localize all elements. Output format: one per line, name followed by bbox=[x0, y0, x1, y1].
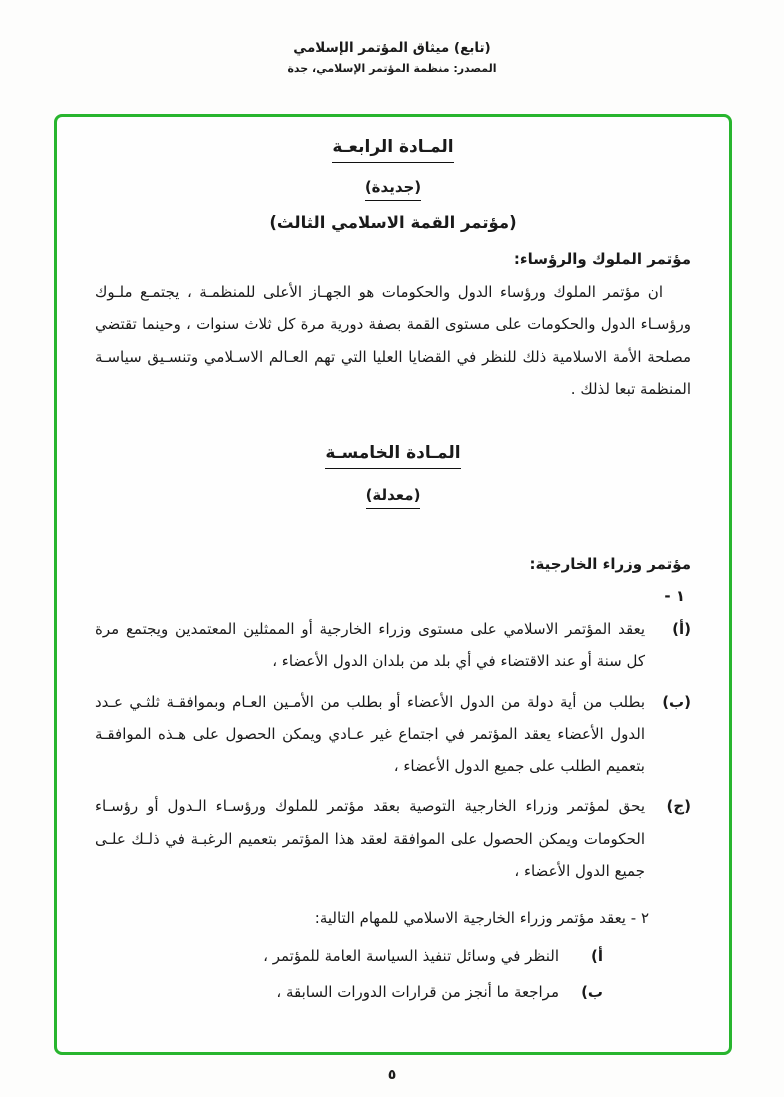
list-item-marker: (ج) bbox=[666, 797, 691, 816]
list-item-text: يعقد المؤتمر الاسلامي على مستوى وزراء الخارجية أو الممثلين المعتمدين ويجتمع مرة كل سنة أو عند الاقتضاء في أي بلد من بلدان الدول الأعضاء ، bbox=[95, 620, 645, 671]
sub-item-marker: ب) bbox=[581, 982, 603, 1001]
sub-item-marker: أ) bbox=[591, 946, 603, 965]
article4-title: المـادة الرابعـة bbox=[332, 137, 453, 163]
article4-subtitle-row bbox=[95, 177, 691, 201]
article4-subject-row bbox=[95, 213, 691, 232]
list-item-marker: (ب) bbox=[662, 692, 691, 711]
article4-title-row bbox=[95, 137, 691, 163]
list-item-text: يحق لمؤتمر وزراء الخارجية التوصية بعقد مؤتمر للملوك ورؤسـاء الـدول أو رؤسـاء الحكومات ويمكن الحصول على الموافقة لعقد هذا المؤتمر بتعميم الرغبـة في ذلـك علـى جميع الدول الأعضاء ، bbox=[95, 797, 645, 880]
page-number: ٥ bbox=[387, 1067, 397, 1083]
document-frame bbox=[54, 114, 732, 1055]
article5-subtitle-row bbox=[95, 485, 691, 509]
article5-title: المـادة الخامسـة bbox=[325, 443, 460, 469]
list-item bbox=[95, 790, 691, 887]
sub-item-text: النظر في وسائل تنفيذ السياسة العامة للمؤتمر ، bbox=[263, 946, 559, 965]
article5-item1-number: ١ - bbox=[664, 587, 685, 605]
list-item bbox=[95, 686, 691, 783]
header-title: (تابع) ميثاق المؤتمر الإسلامي bbox=[293, 40, 491, 56]
article4-subtitle: (جديدة) bbox=[365, 178, 421, 201]
sub-list-item bbox=[95, 941, 691, 971]
article5-subtitle: (معدلة) bbox=[366, 486, 421, 509]
list-item-marker: (أ) bbox=[672, 620, 691, 638]
header-source: المصدر: منظمة المؤتمر الإسلامي، جدة bbox=[287, 62, 497, 75]
sub-list-item bbox=[95, 977, 691, 1007]
article5-item2: ٢ - يعقد مؤتمر وزراء الخارجية الاسلامي للمهام التالية: bbox=[314, 909, 649, 927]
article5-title-row bbox=[95, 443, 691, 469]
article4-section-label: مؤتمر الملوك والرؤساء: bbox=[513, 250, 691, 268]
article4-subject: (مؤتمر القمة الاسلامي الثالث) bbox=[269, 213, 517, 232]
article5-section-label: مؤتمر وزراء الخارجية: bbox=[529, 555, 691, 573]
list-item-text: بطلب من أية دولة من الدول الأعضاء أو بطلب من الأمـين العـام وبموافقـة ثلثـي عـدد الدول الأعضاء يعقد المؤتمر في اجتماع غير عـادي ويمكن الحصول على هـذه الموافقـة بتعميم الطلب على جميع الدول الأعضاء ، bbox=[95, 692, 645, 775]
list-item bbox=[95, 613, 691, 678]
article4-paragraph: ان مؤتمر الملوك ورؤساء الدول والحكومات هو الجهـاز الأعلى للمنظمـة ، يجتمـع ملـوك ورؤسـاء الدول والحكومات على مستوى القمة بصفة دورية مرة كل ثلاث سنوات ، وحينما تقتضي مصلحة الأمة الاسلامية ذلك للنظر في القضايا العليا التي تهم العـالم الاسـلامي وتنسـيق سياسـة المنظمة تبعا لذلك . bbox=[95, 283, 691, 398]
page-header bbox=[0, 0, 784, 75]
sub-item-text: مراجعة ما أنجز من قرارات الدورات السابقة ، bbox=[276, 982, 559, 1001]
